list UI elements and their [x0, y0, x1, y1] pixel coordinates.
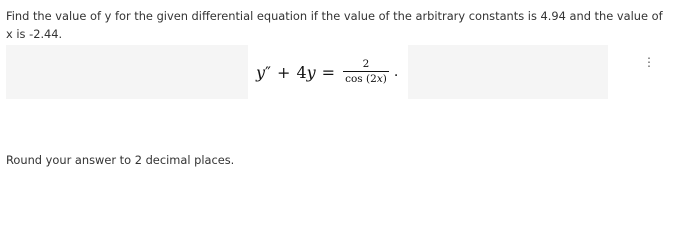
eq-plus: + [277, 62, 291, 82]
eq-paren-open: ( [366, 73, 371, 85]
eq-y: y [256, 62, 266, 82]
differential-equation [256, 52, 398, 92]
eq-cos: cos [345, 73, 363, 85]
eq-fraction [343, 58, 389, 86]
equation-padding-right [408, 45, 608, 99]
equation-padding-left [6, 45, 248, 99]
more-options-icon[interactable]: ⋮ [643, 55, 656, 69]
eq-double-prime: ″ [265, 62, 272, 82]
eq-y2: y [306, 62, 316, 82]
eq-paren-close: ) [382, 73, 387, 85]
instruction-text: Round your answer to 2 decimal places. [6, 153, 235, 167]
equation-block [6, 45, 670, 99]
eq-denominator [343, 72, 389, 86]
eq-numerator: 2 [362, 58, 370, 70]
eq-den-var: x [376, 73, 383, 85]
eq-trailing-period: . [393, 64, 399, 80]
eq-den-coef: 2 [370, 73, 377, 85]
eq-coef: 4 [296, 62, 307, 82]
eq-equals: = [321, 62, 336, 82]
question-text: Find the value of y for the given differential equation if the value of the arbitrary constants is 4.94 and the value of x is -2.44. [6, 9, 663, 41]
